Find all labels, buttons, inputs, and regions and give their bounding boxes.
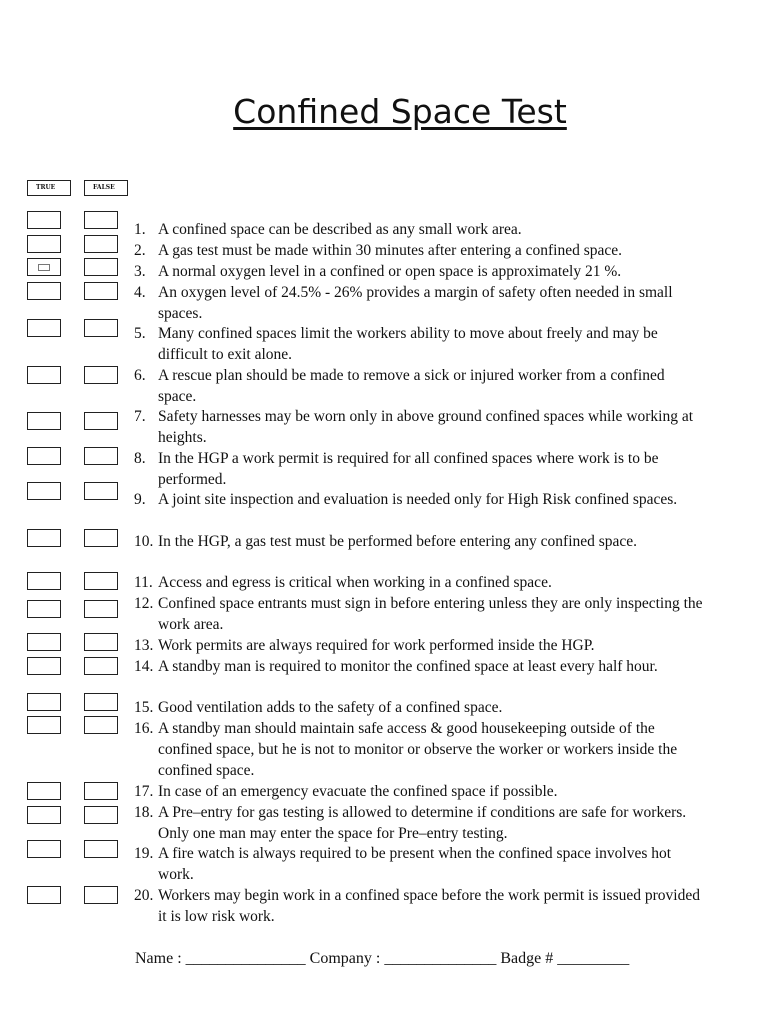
false-answer-box-15[interactable] — [84, 693, 118, 711]
name-company-badge-line: Name : _______________ Company : ______________ Badge # _________ — [135, 950, 630, 967]
question-number: 6. — [134, 367, 146, 384]
question-text: A fire watch is always required to be present when the confined space involves hot work. — [158, 845, 672, 883]
false-answer-box-3[interactable] — [84, 258, 118, 276]
true-answer-box-2[interactable] — [27, 235, 61, 253]
question-number: 17. — [134, 783, 154, 800]
question-number: 7. — [134, 408, 146, 425]
true-answer-box-3[interactable] — [27, 258, 61, 276]
question-17 — [134, 782, 704, 803]
false-answer-box-9[interactable] — [84, 482, 118, 500]
question-number: 3. — [134, 263, 146, 280]
question-text: An oxygen level of 24.5% - 26% provides a margin of safety often needed in small spaces. — [158, 284, 673, 322]
question-text: Access and egress is critical when working in a confined space. — [158, 574, 552, 591]
true-answer-box-4[interactable] — [27, 282, 61, 300]
question-text: A normal oxygen level in a confined or open space is approximately 21 %. — [158, 263, 622, 280]
question-text: A gas test must be made within 30 minutes after entering a confined space. — [158, 242, 623, 259]
question-text: Many confined spaces limit the workers ability to move about freely and may be difficult to exit alone. — [158, 325, 658, 363]
true-answer-box-5[interactable] — [27, 319, 61, 337]
question-18 — [134, 803, 704, 845]
question-text: Work permits are always required for work performed inside the HGP. — [158, 637, 595, 654]
false-answer-box-1[interactable] — [84, 211, 118, 229]
true-answer-box-15[interactable] — [27, 693, 61, 711]
small-box-mark — [38, 264, 50, 271]
false-answer-box-11[interactable] — [84, 572, 118, 590]
true-answer-box-12[interactable] — [27, 600, 61, 618]
true-answer-box-17[interactable] — [27, 782, 61, 800]
true-answer-box-10[interactable] — [27, 529, 61, 547]
question-8 — [134, 449, 704, 491]
question-text: A standby man is required to monitor the confined space at least every half hour. — [158, 658, 658, 675]
true-answer-box-8[interactable] — [27, 447, 61, 465]
question-number: 19. — [134, 845, 154, 862]
false-answer-box-18[interactable] — [84, 806, 118, 824]
question-7 — [134, 407, 704, 449]
question-2 — [134, 241, 704, 262]
false-answer-box-10[interactable] — [84, 529, 118, 547]
question-text: In the HGP, a gas test must be performed before entering any confined space. — [158, 533, 638, 550]
false-answer-box-8[interactable] — [84, 447, 118, 465]
true-answer-box-11[interactable] — [27, 572, 61, 590]
false-answer-box-17[interactable] — [84, 782, 118, 800]
question-number: 20. — [134, 887, 154, 904]
true-answer-box-16[interactable] — [27, 716, 61, 734]
false-answer-box-19[interactable] — [84, 840, 118, 858]
false-answer-box-2[interactable] — [84, 235, 118, 253]
question-number: 14. — [134, 658, 154, 675]
false-answer-box-5[interactable] — [84, 319, 118, 337]
question-number: 9. — [134, 491, 146, 508]
question-number: 11. — [134, 574, 153, 591]
true-answer-box-20[interactable] — [27, 886, 61, 904]
false-answer-box-14[interactable] — [84, 657, 118, 675]
false-answer-box-13[interactable] — [84, 633, 118, 651]
question-number: 15. — [134, 699, 154, 716]
question-number: 18. — [134, 804, 154, 821]
question-number: 10. — [134, 533, 154, 550]
true-answer-box-18[interactable] — [27, 806, 61, 824]
true-answer-box-13[interactable] — [27, 633, 61, 651]
question-6 — [134, 366, 704, 408]
question-text: A Pre–entry for gas testing is allowed to determine if conditions are safe for workers. Only one man may enter the space for Pre–entry testing. — [158, 804, 687, 842]
question-16 — [134, 719, 704, 781]
question-9 — [134, 490, 704, 511]
question-1 — [134, 220, 704, 241]
question-number: 1. — [134, 221, 146, 238]
false-answer-box-12[interactable] — [84, 600, 118, 618]
true-answer-box-14[interactable] — [27, 657, 61, 675]
question-number: 4. — [134, 284, 146, 301]
question-number: 2. — [134, 242, 146, 259]
false-answer-box-7[interactable] — [84, 412, 118, 430]
question-text: Good ventilation adds to the safety of a confined space. — [158, 699, 503, 716]
question-text: In case of an emergency evacuate the confined space if possible. — [158, 783, 558, 800]
question-text: A standby man should maintain safe access & good housekeeping outside of the confined space, but he is not to monitor or observe the worker or workers inside the confined space. — [158, 720, 678, 779]
question-3 — [134, 262, 704, 283]
true-column-header: TRUE — [27, 180, 71, 196]
false-answer-box-16[interactable] — [84, 716, 118, 734]
question-number: 5. — [134, 325, 146, 342]
question-text: In the HGP a work permit is required for all confined spaces where work is to be performed. — [158, 450, 659, 488]
false-answer-box-20[interactable] — [84, 886, 118, 904]
question-15 — [134, 698, 704, 719]
true-answer-box-6[interactable] — [27, 366, 61, 384]
question-number: 12. — [134, 595, 154, 612]
false-answer-box-6[interactable] — [84, 366, 118, 384]
question-10 — [134, 532, 704, 553]
false-column-header: FALSE — [84, 180, 128, 196]
question-13 — [134, 636, 704, 657]
page-title: Confined Space Test — [233, 92, 567, 131]
question-text: Confined space entrants must sign in before entering unless they are only inspecting the work area. — [158, 595, 703, 633]
true-answer-box-9[interactable] — [27, 482, 61, 500]
question-12 — [134, 594, 704, 636]
question-11 — [134, 573, 704, 594]
question-text: A joint site inspection and evaluation is needed only for High Risk confined spaces. — [158, 491, 678, 508]
true-answer-box-7[interactable] — [27, 412, 61, 430]
true-answer-box-1[interactable] — [27, 211, 61, 229]
true-answer-box-19[interactable] — [27, 840, 61, 858]
question-number: 13. — [134, 637, 154, 654]
question-text: Safety harnesses may be worn only in above ground confined spaces while working at heights. — [158, 408, 694, 446]
question-text: A rescue plan should be made to remove a sick or injured worker from a confined space. — [158, 367, 665, 405]
question-number: 16. — [134, 720, 154, 737]
question-14 — [134, 657, 704, 678]
question-19 — [134, 844, 704, 886]
question-20 — [134, 886, 704, 928]
question-number: 8. — [134, 450, 146, 467]
question-text: Workers may begin work in a confined space before the work permit is issued provided it is low risk work. — [158, 887, 700, 925]
false-answer-box-4[interactable] — [84, 282, 118, 300]
question-4 — [134, 283, 704, 325]
question-text: A confined space can be described as any small work area. — [158, 221, 522, 238]
question-5 — [134, 324, 704, 366]
